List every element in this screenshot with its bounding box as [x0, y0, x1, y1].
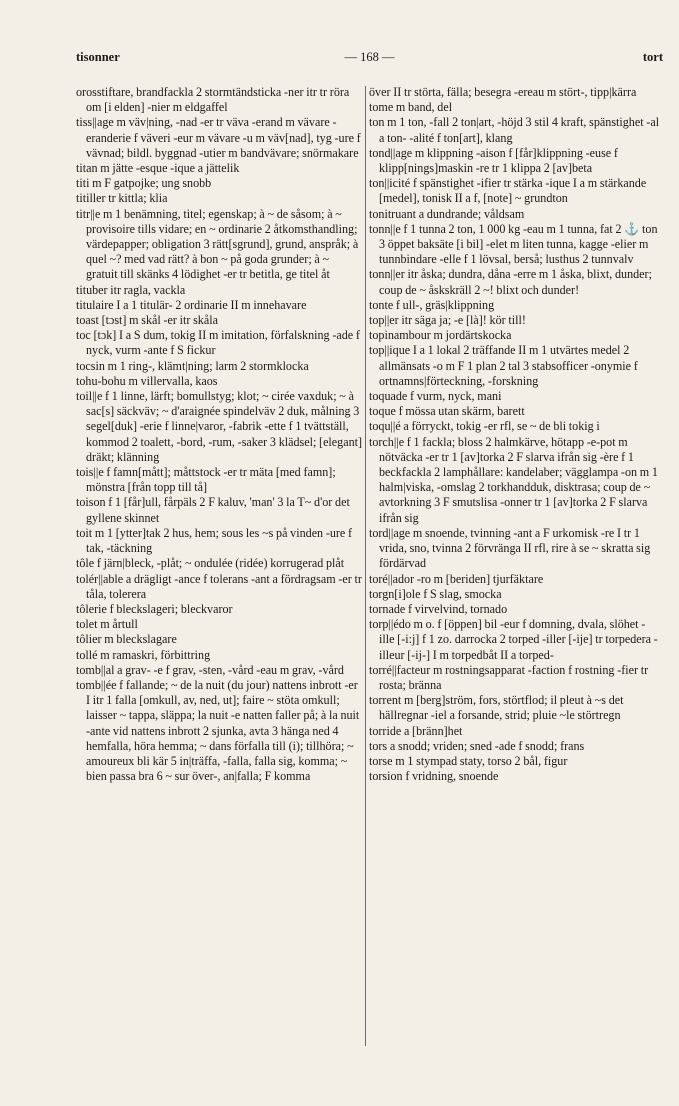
- dictionary-entry: tôlerie f bleckslageri; bleckvaror: [76, 601, 233, 616]
- dictionary-entry: tome m band, del: [369, 100, 453, 115]
- dictionary-entry: topinambour m jordärtskocka: [369, 328, 512, 343]
- dictionary-entry: toil||e f 1 linne, lärft; bomullstyg; klot; ~ cirée vaxduk; ~ à sac[s] säckväv; ~ d'araignée spindelväv 2 duk, målning 3 segel[duk] -erie f linne|varor, -fabrik -ette f 1 tvättställ, kommod 2 toalett, -bord, -rum, -saker 3 klädsel; [elegant] dräkt; klänning: [76, 389, 363, 464]
- dictionary-entry: tomb||ée f fallande; ~ de la nuit (du jour) nattens inbrott -er I itr 1 falla [omkull, av, ned, ut]; faire ~ stöta omkull; laisser ~ tappa, släppa; la nuit -e natten faller på; à la nuit -ante vid nattens inbrott 2 sjunka, avta 3 hänga ned 4 hemfalla, höra hemma; ~ dans förfalla till (i); tillhöra; ~ amoureux bli kär 5 in|träffa, -falla, falla sig, komma; ~ bien passa bra 6 ~ sur över-, an|falla; F komma: [76, 677, 360, 784]
- dictionary-entry: tomb||al a grav- -e f grav, -sten, -vård -eau m grav, -vård: [76, 662, 344, 677]
- page-header: [76, 50, 663, 68]
- dictionary-entry: tonn||e f 1 tunna 2 ton, 1 000 kg -eau m 1 tunna, fat 2 ⚓ ton 3 öppet baksäte [i bil] -elet m liten tunna, kagge -elier m tunnbindare -elle f 1 lövsal, berså; lusthus 2 tunnvalv: [369, 221, 658, 267]
- header-left-guide-word: tisonner: [76, 50, 120, 64]
- dictionary-entry: ton m 1 ton, -fall 2 ton|art, -höjd 3 stil 4 kraft, spänstighet -al a ton- -alité f ton[art], klang: [369, 115, 660, 145]
- dictionary-entry: torch||e f 1 fackla; bloss 2 halmkärve, hötapp -e-pot m nötväcka -er tr 1 [av]torka 2 F slarva ifrån sig -ère f 1 beckfackla 2 lamphållare: kandelaber; vägglampa -on m 1 halm|viska, -omslag 2 torkhandduk, disktrasa; coup de ~ avtorkning 3 F smutslisa -onner tr 1 [av]torka 2 F slarva ifrån sig: [369, 434, 658, 525]
- dictionary-entry: tituber itr ragla, vackla: [76, 282, 186, 297]
- dictionary-entry: tolér||able a drägligt -ance f tolerans -ant a fördragsam -er tr tåla, tolerera: [76, 571, 362, 601]
- dictionary-entry: torré||facteur m rostningsapparat -faction f rostning -fier tr rosta; bränna: [369, 662, 649, 692]
- dictionary-entry: torp||édo m o. f [öppen] bil -eur f domning, dvala, slöhet -ille [-i:j] f 1 zo. darrocka 2 torped -iller [-ije] tr torpedera -illeur [-ij-] I m torpedbåt II a torped-: [369, 617, 658, 662]
- dictionary-entry: tollé m ramaskri, förbittring: [76, 647, 211, 662]
- column-divider: [365, 86, 366, 1046]
- dictionary-entry: torrent m [berg]ström, fors, störtflod; il pleut à ~s det hällregnar -iel a forsande, strid; pluie ~le störtregn: [369, 693, 624, 723]
- dictionary-entry: titulaire I a 1 titulär- 2 ordinarie II m innehavare: [76, 297, 307, 312]
- dictionary-entry: tornade f virvelvind, tornado: [369, 601, 508, 616]
- dictionary-entry: över II tr störta, fälla; besegra -ereau m stört-, tipp|kärra: [369, 85, 637, 99]
- dictionary-entry: tois||e f famn[mått]; måttstock -er tr mäta [med famn]; mönstra [från topp till tå]: [76, 465, 336, 495]
- dictionary-entry: titiller tr kittla; klia: [76, 191, 168, 206]
- dictionary-entry: titi m F gatpojke; ung snobb: [76, 176, 212, 191]
- dictionary-entry: titr||e m 1 benämning, titel; egenskap; à ~ de såsom; à ~ provisoire tills vidare; en ~ ordinarie 2 åtkomsthandling; värdepapper; obligation 3 rätt[sgrund], grund, anspråk; à quel ~? med vad rätt? à bon ~ på goda grunder; à ~ gratuit till skänks 4 lödighet -er tr betitla, ge titel åt: [76, 206, 359, 282]
- dictionary-entry: tonitruant a dundrande; våldsam: [369, 206, 525, 221]
- dictionary-entry: tond||age m klippning -aison f [får]klippning -euse f klipp[nings]maskin -re tr 1 klippa 2 [av]beta: [369, 145, 618, 176]
- dictionary-entry: toqu||é a förryckt, tokig -er rfl, se ~ de bli tokig i: [369, 419, 600, 434]
- dictionary-entry: toré||ador -ro m [beriden] tjurfäktare: [369, 571, 544, 586]
- page-number: — 168 —: [344, 50, 395, 64]
- dictionary-entry: tôle f järn|bleck, -plåt; ~ ondulée (ridée) korrugerad plåt: [76, 556, 345, 571]
- dictionary-entry: tohu-bohu m villervalla, kaos: [76, 373, 218, 388]
- dictionary-entry: tors a snodd; vriden; sned -ade f snodd; frans: [369, 738, 585, 753]
- dictionary-entry: tolet m årtull: [76, 617, 138, 632]
- dictionary-entry: torride a [bränn]het: [369, 723, 463, 738]
- dictionary-entry: torgn[i]ole f S slag, smocka: [369, 586, 502, 601]
- dictionary-entry: tonn||er itr åska; dundra, dåna -erre m 1 åska, blixt, dunder; coup de ~ åskskräll 2 ~! blixt och dunder!: [369, 267, 652, 297]
- header-right-guide-word: tort: [642, 50, 663, 64]
- dictionary-entry: titan m jätte -esque -ique a jättelik: [76, 161, 240, 176]
- dictionary-entry: tocsin m 1 ring-, klämt|ning; larm 2 stormklocka: [76, 358, 309, 373]
- dictionary-entry: tiss||age m väv|ning, -nad -er tr väva -erand m vävare -eranderie f väveri -eur m vävare -u m väv[nad], tyg -ure f vävnad; bildl. byggnad -utier m bandvävare; snörmakare: [76, 115, 361, 160]
- dictionary-entry: toison f 1 [får]ull, fårpäls 2 F kaluv, 'man' 3 la T~ d'or det gyllene skinnet: [76, 495, 350, 525]
- left-column: [76, 85, 362, 784]
- right-column: [369, 85, 660, 784]
- dictionary-entry: toit m 1 [ytter]tak 2 hus, hem; sous les ~s på vinden -ure f tak, -täckning: [76, 525, 353, 556]
- dictionary-entry: tôlier m bleckslagare: [76, 632, 177, 647]
- dictionary-entry: tord||age m snoende, tvinning -ant a F urkomisk -re I tr 1 vrida, sno, tvinna 2 förvränga II rfl, rire à se ~ skratta sig fördärvad: [369, 525, 651, 571]
- dictionary-entry: toquade f vurm, nyck, mani: [369, 389, 502, 404]
- dictionary-entry: toast [tɔst] m skål -er itr skåla: [76, 313, 218, 328]
- dictionary-entry: torsion f vridning, snoende: [369, 769, 499, 784]
- dictionary-entry: toque f mössa utan skärm, barett: [369, 404, 525, 419]
- dictionary-entry: torse m 1 stympad staty, torso 2 bål, figur: [369, 753, 568, 768]
- dictionary-entry: toc [tɔk] I a S dum, tokig II m imitation, förfalskning -ade f nyck, vurm -ante f S fickur: [76, 328, 360, 358]
- dictionary-entry: orosstiftare, brandfackla 2 stormtändsticka -ner itr tr röra om [i elden] -nier m eldgaffel: [76, 85, 350, 115]
- dictionary-entry: tonte f ull-, gräs|klippning: [369, 297, 495, 312]
- dictionary-entry: top||er itr säga ja; -e [là]! kör till!: [369, 313, 526, 328]
- dictionary-entry: top||ique I a 1 lokal 2 träffande II m 1 utvärtes medel 2 allmänsats -o m F 1 plan 2 tal 3 stabsofficer -onymie f ortnamns|förteckning, -forskning: [369, 343, 638, 388]
- dictionary-entry: ton||icité f spänstighet -ifier tr stärka -ique I a m stärkande [medel], tonisk II a f, [note] ~ grundton: [369, 176, 647, 206]
